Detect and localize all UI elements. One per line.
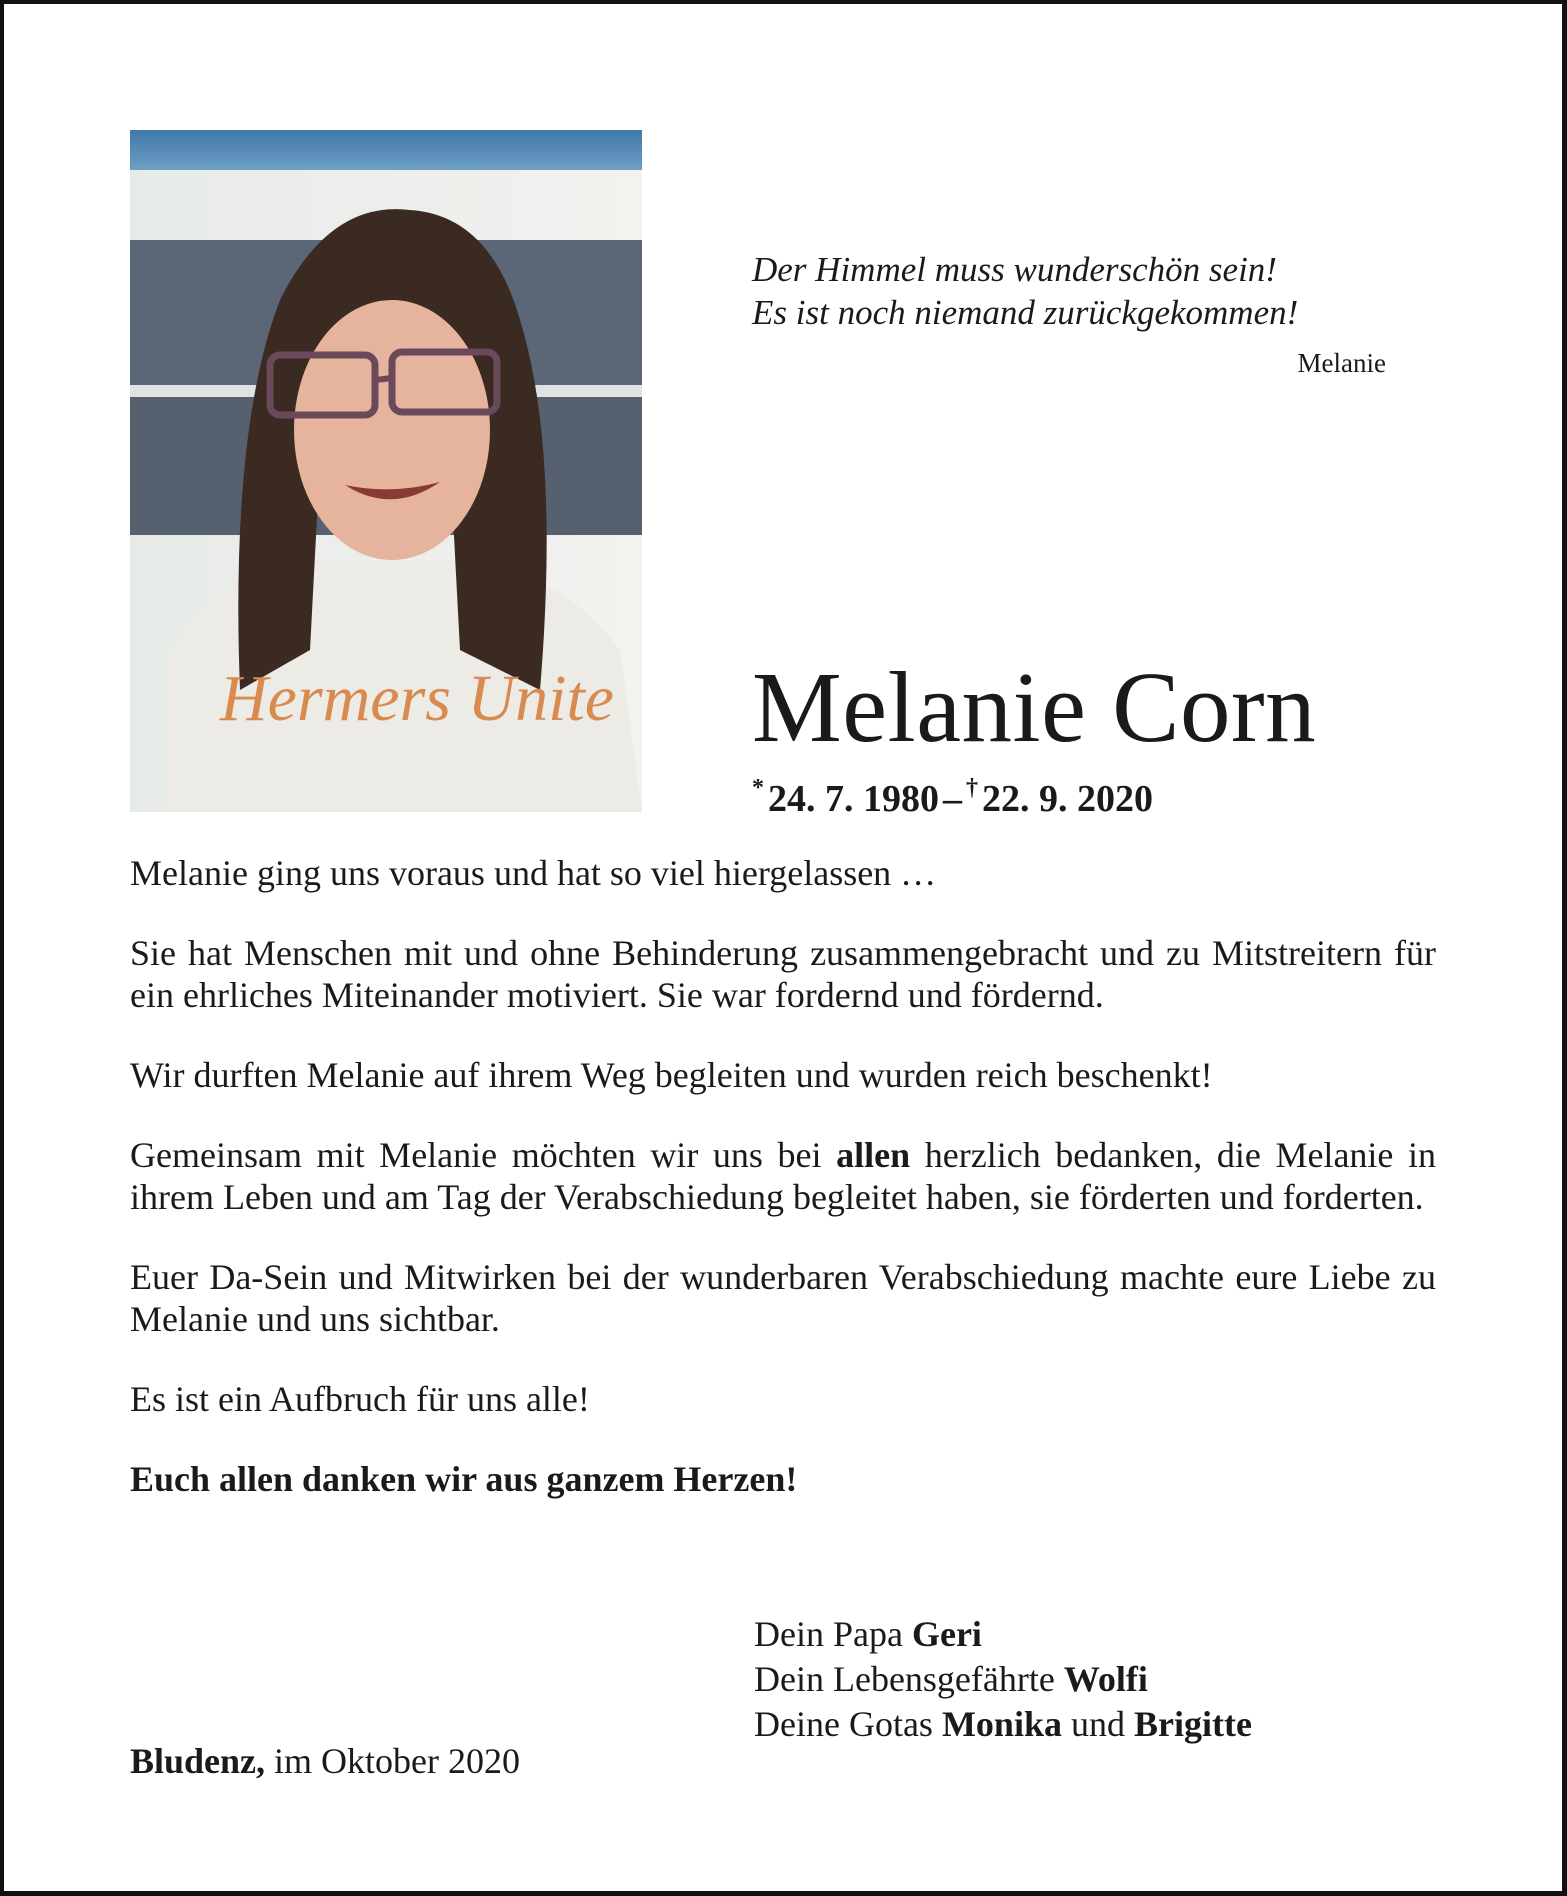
signature-1-name: Geri (911, 1614, 982, 1654)
signature-2-name: Wolfi (1063, 1659, 1148, 1699)
paragraph-4-end: herzlich bedanken, die Melanie in ihrem Leben und am Tag der Verabschiedung begleitet haben, sie förderten und forderten. (130, 1135, 1437, 1217)
birth-symbol: * (752, 775, 764, 801)
portrait-image (130, 130, 642, 812)
signature-2-prefix: Dein Lebensgefährte (754, 1659, 1064, 1699)
death-date: 22. 9. 2020 (982, 778, 1153, 820)
date-separator: – (943, 778, 962, 820)
paragraph-3: Wir durften Melanie auf ihrem Weg begleiten und wurden reich beschenkt! (130, 1055, 1213, 1095)
signature-3-name-2: Brigitte (1133, 1704, 1252, 1744)
paragraph-4 (130, 1134, 1436, 1218)
obituary-text (130, 852, 1436, 1534)
shirt-print-text: Hermers Unite (220, 662, 615, 735)
quote-line-2: Es ist noch niemand zurückgekommen! (752, 293, 1299, 332)
place: Bludenz, (130, 1741, 266, 1781)
paragraph-5: Euer Da-Sein und Mitwirken bei der wunderbaren Verabschiedung machte eure Liebe zu Melanie und uns sichtbar. (130, 1257, 1436, 1339)
paragraph-4-emphasis: allen (836, 1135, 911, 1175)
signature-1-prefix: Dein Papa (754, 1614, 912, 1654)
signature-3-prefix: Deine Gotas (754, 1704, 942, 1744)
quote-author: Melanie (1297, 348, 1386, 378)
quote (752, 248, 1392, 334)
signature-line-2 (754, 1657, 1252, 1702)
date: im Oktober 2020 (265, 1741, 521, 1781)
birth-date: 24. 7. 1980 (768, 778, 939, 820)
signature-line-3 (754, 1702, 1252, 1747)
paragraph-6: Es ist ein Aufbruch für uns alle! (130, 1379, 590, 1419)
signatures (754, 1612, 1252, 1747)
paragraph-1: Melanie ging uns voraus und hat so viel hiergelassen … (130, 853, 937, 893)
closing-thanks: Euch allen danken wir aus ganzem Herzen! (130, 1459, 798, 1499)
signature-3-name-1: Monika (941, 1704, 1062, 1744)
signature-line-1 (754, 1612, 1252, 1657)
portrait-photo (130, 130, 642, 812)
life-dates (752, 775, 1153, 821)
paragraph-2: Sie hat Menschen mit und ohne Behinderung zusammengebracht und zu Mitstreitern für ein ehrliches Miteinander motiviert. Sie war fordernd und fördernd. (130, 933, 1436, 1015)
death-symbol: † (966, 775, 978, 801)
deceased-name: Melanie Corn (752, 651, 1317, 763)
quote-line-1: Der Himmel muss wunderschön sein! (752, 250, 1277, 289)
signature-3-joiner: und (1061, 1704, 1134, 1744)
place-and-date (130, 1740, 520, 1782)
paragraph-4-start: Gemeinsam mit Melanie möchten wir uns bei (130, 1135, 837, 1175)
